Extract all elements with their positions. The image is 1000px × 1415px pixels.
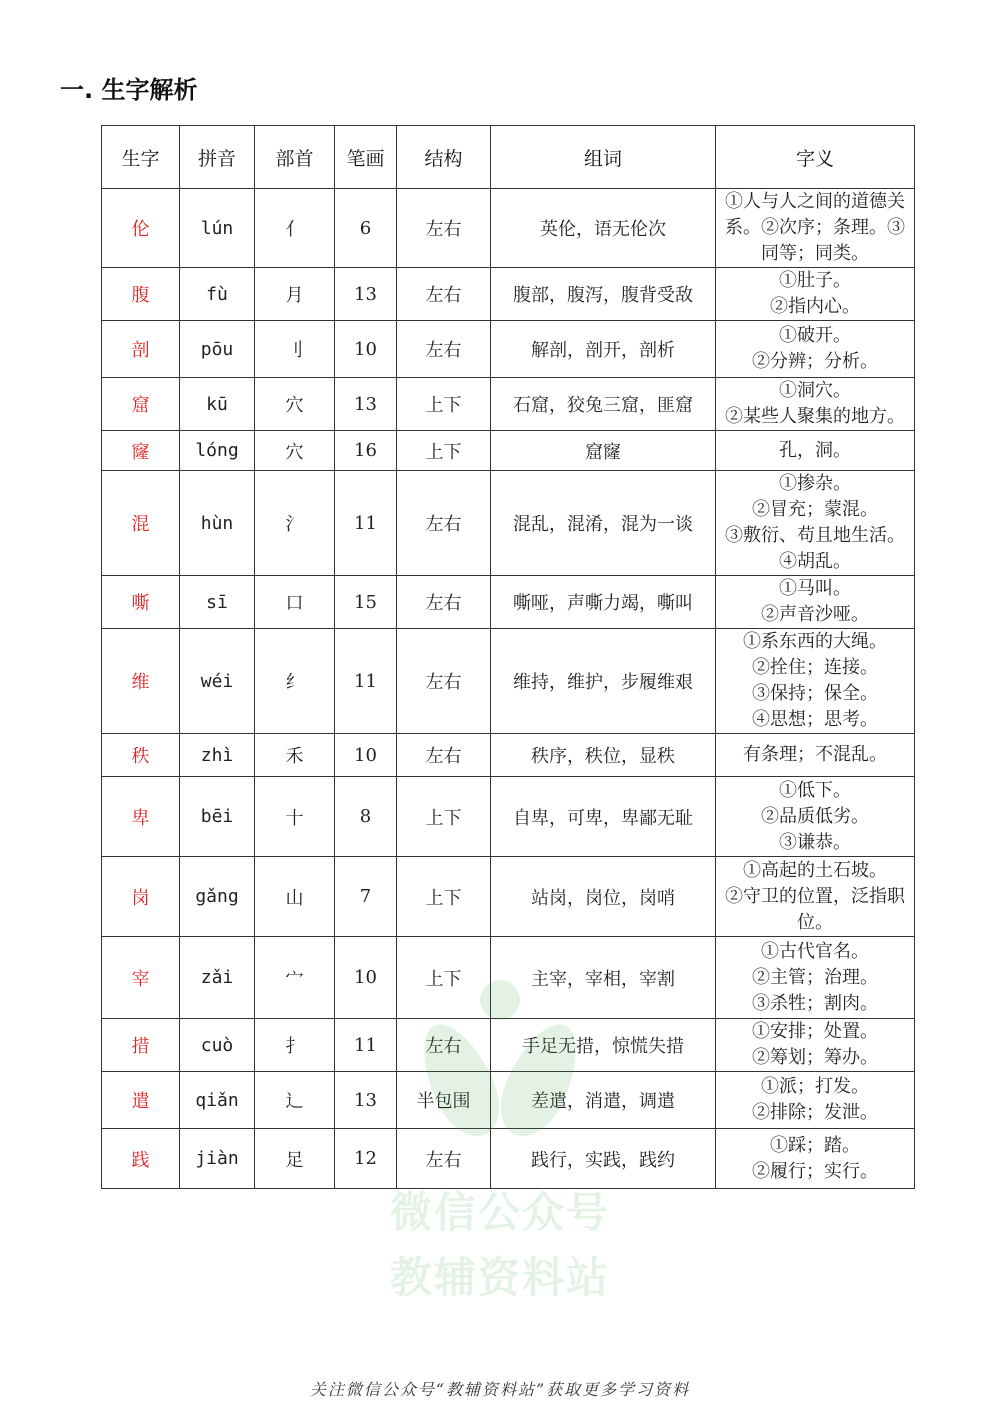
pinyin-cell: gǎng bbox=[180, 857, 255, 937]
strokes-cell: 13 bbox=[335, 1072, 397, 1129]
character-table bbox=[101, 125, 915, 1189]
strokes-cell: 7 bbox=[335, 857, 397, 937]
structure-cell: 半包围 bbox=[397, 1072, 491, 1129]
words-cell: 自卑，可卑，卑鄙无耻 bbox=[491, 777, 716, 857]
pinyin-cell: zǎi bbox=[180, 937, 255, 1019]
meaning-line: ③杀牲；割肉。 bbox=[752, 992, 878, 1014]
structure-cell: 左右 bbox=[397, 321, 491, 378]
meaning-line: 孔，洞。 bbox=[779, 439, 851, 461]
pinyin-cell: fù bbox=[180, 268, 255, 321]
pinyin-cell: jiàn bbox=[180, 1129, 255, 1189]
words-cell: 差遣，消遣，调遣 bbox=[491, 1072, 716, 1129]
meaning-line: ②主管；治理。 bbox=[752, 966, 878, 988]
meaning-line: ②声音沙哑。 bbox=[761, 604, 869, 625]
table-row bbox=[102, 471, 915, 576]
radical-cell: 穴 bbox=[255, 378, 335, 431]
meaning-line: ②冒充；蒙混。 bbox=[752, 499, 878, 520]
meaning-line: ①低下。 bbox=[779, 779, 851, 801]
meaning-line: ②拴住；连接。 bbox=[752, 657, 878, 678]
header-char: 生字 bbox=[102, 126, 180, 189]
char-cell: 遣 bbox=[102, 1072, 180, 1129]
watermark-line1: 微信公众号 bbox=[389, 1188, 610, 1237]
meaning-cell bbox=[716, 321, 915, 378]
structure-cell: 左右 bbox=[397, 629, 491, 734]
meaning-cell bbox=[716, 629, 915, 734]
meaning-line: ③谦恭。 bbox=[779, 831, 851, 853]
char-cell: 嘶 bbox=[102, 576, 180, 629]
char-cell: 措 bbox=[102, 1019, 180, 1072]
meaning-line: ①古代官名。 bbox=[761, 940, 869, 962]
meaning-line: ②履行；实行。 bbox=[752, 1160, 878, 1182]
char-cell: 卑 bbox=[102, 777, 180, 857]
meaning-line: ②分辨；分析。 bbox=[752, 351, 878, 372]
strokes-cell: 12 bbox=[335, 1129, 397, 1189]
radical-cell: 穴 bbox=[255, 431, 335, 471]
table-row bbox=[102, 378, 915, 431]
pinyin-cell: lún bbox=[180, 189, 255, 268]
meaning-cell bbox=[716, 1129, 915, 1189]
page-title: 一. 生字解析 bbox=[60, 76, 198, 104]
meaning-cell bbox=[716, 576, 915, 629]
meaning-cell bbox=[716, 268, 915, 321]
footer-note: 关注微信公众号“教辅资料站”获取更多学习资料 bbox=[309, 1380, 691, 1399]
meaning-line: ①安排；处置。 bbox=[752, 1021, 878, 1042]
pinyin-cell: bēi bbox=[180, 777, 255, 857]
strokes-cell: 11 bbox=[335, 471, 397, 576]
words-cell: 混乱，混淆，混为一谈 bbox=[491, 471, 716, 576]
meaning-line: ②品质低劣。 bbox=[761, 805, 869, 827]
structure-cell: 左右 bbox=[397, 471, 491, 576]
char-cell: 腹 bbox=[102, 268, 180, 321]
meaning-cell bbox=[716, 1019, 915, 1072]
radical-cell: 月 bbox=[255, 268, 335, 321]
meaning-cell bbox=[716, 471, 915, 576]
pinyin-cell: zhì bbox=[180, 734, 255, 777]
pinyin-cell: pōu bbox=[180, 321, 255, 378]
radical-cell: 宀 bbox=[255, 937, 335, 1019]
header-structure: 结构 bbox=[397, 126, 491, 189]
table-row bbox=[102, 576, 915, 629]
meaning-line: ①派；打发。 bbox=[761, 1076, 869, 1097]
meaning-line: ④胡乱。 bbox=[779, 551, 851, 572]
meaning-line: ②筹划；筹办。 bbox=[752, 1047, 878, 1068]
words-cell: 窟窿 bbox=[491, 431, 716, 471]
words-cell: 主宰，宰相，宰割 bbox=[491, 937, 716, 1019]
strokes-cell: 10 bbox=[335, 937, 397, 1019]
structure-cell: 上下 bbox=[397, 378, 491, 431]
meaning-cell bbox=[716, 1072, 915, 1129]
strokes-cell: 11 bbox=[335, 629, 397, 734]
radical-cell: 足 bbox=[255, 1129, 335, 1189]
watermark-line2: 教辅资料站 bbox=[389, 1253, 610, 1302]
pinyin-cell: cuò bbox=[180, 1019, 255, 1072]
meaning-line: ①掺杂。 bbox=[779, 473, 851, 494]
structure-cell: 左右 bbox=[397, 189, 491, 268]
radical-cell: 刂 bbox=[255, 321, 335, 378]
meaning-line: 有条理；不混乱。 bbox=[743, 744, 887, 765]
pinyin-cell: kū bbox=[180, 378, 255, 431]
header-radical: 部首 bbox=[255, 126, 335, 189]
table-row bbox=[102, 857, 915, 937]
words-cell: 腹部，腹泻，腹背受敌 bbox=[491, 268, 716, 321]
meaning-line: ④思想；思考。 bbox=[752, 709, 878, 730]
words-cell: 践行，实践，践约 bbox=[491, 1129, 716, 1189]
char-cell: 混 bbox=[102, 471, 180, 576]
strokes-cell: 13 bbox=[335, 268, 397, 321]
strokes-cell: 13 bbox=[335, 378, 397, 431]
meaning-cell bbox=[716, 431, 915, 471]
char-cell: 践 bbox=[102, 1129, 180, 1189]
radical-cell: 纟 bbox=[255, 629, 335, 734]
table-row bbox=[102, 1072, 915, 1129]
meaning-cell bbox=[716, 734, 915, 777]
meaning-line: ②指内心。 bbox=[770, 296, 860, 317]
radical-cell: 口 bbox=[255, 576, 335, 629]
structure-cell: 左右 bbox=[397, 1129, 491, 1189]
radical-cell: 辶 bbox=[255, 1072, 335, 1129]
pinyin-cell: sī bbox=[180, 576, 255, 629]
table-header-row bbox=[102, 126, 915, 189]
radical-cell: 氵 bbox=[255, 471, 335, 576]
words-cell: 石窟，狡兔三窟，匪窟 bbox=[491, 378, 716, 431]
header-meaning: 字义 bbox=[716, 126, 915, 189]
words-cell: 站岗，岗位，岗哨 bbox=[491, 857, 716, 937]
table-row bbox=[102, 321, 915, 378]
meaning-cell bbox=[716, 189, 915, 268]
meaning-line: ①洞穴。 bbox=[779, 380, 851, 401]
meaning-line: ③保持；保全。 bbox=[752, 683, 878, 704]
structure-cell: 上下 bbox=[397, 857, 491, 937]
meaning-line: ①系东西的大绳。 bbox=[743, 631, 887, 652]
words-cell: 秩序，秩位，显秩 bbox=[491, 734, 716, 777]
header-words: 组词 bbox=[491, 126, 716, 189]
meaning-line: ②排除；发泄。 bbox=[752, 1102, 878, 1123]
radical-cell: 禾 bbox=[255, 734, 335, 777]
structure-cell: 左右 bbox=[397, 734, 491, 777]
meaning-line: ①破开。 bbox=[779, 325, 851, 346]
structure-cell: 左右 bbox=[397, 576, 491, 629]
char-cell: 岗 bbox=[102, 857, 180, 937]
table-row bbox=[102, 189, 915, 268]
table-row bbox=[102, 1129, 915, 1189]
table-row bbox=[102, 431, 915, 471]
table-row bbox=[102, 734, 915, 777]
table-row bbox=[102, 777, 915, 857]
strokes-cell: 15 bbox=[335, 576, 397, 629]
meaning-cell bbox=[716, 777, 915, 857]
meaning-line: ②守卫的位置，泛指职位。 bbox=[725, 885, 905, 933]
char-cell: 剖 bbox=[102, 321, 180, 378]
radical-cell: 亻 bbox=[255, 189, 335, 268]
meaning-cell bbox=[716, 378, 915, 431]
pinyin-cell: wéi bbox=[180, 629, 255, 734]
meaning-line: ①人与人之间的道德关系。②次序；条理。③同等；同类。 bbox=[725, 191, 905, 264]
structure-cell: 上下 bbox=[397, 431, 491, 471]
meaning-cell bbox=[716, 937, 915, 1019]
strokes-cell: 8 bbox=[335, 777, 397, 857]
words-cell: 解剖，剖开，剖析 bbox=[491, 321, 716, 378]
header-pinyin: 拼音 bbox=[180, 126, 255, 189]
strokes-cell: 16 bbox=[335, 431, 397, 471]
pinyin-cell: hùn bbox=[180, 471, 255, 576]
strokes-cell: 10 bbox=[335, 734, 397, 777]
pinyin-cell: qiǎn bbox=[180, 1072, 255, 1129]
meaning-line: ①马叫。 bbox=[779, 578, 851, 599]
meaning-cell bbox=[716, 857, 915, 937]
meaning-line: ①踩；踏。 bbox=[770, 1134, 860, 1156]
table-row bbox=[102, 268, 915, 321]
meaning-line: ②某些人聚集的地方。 bbox=[725, 406, 905, 427]
header-strokes: 笔画 bbox=[335, 126, 397, 189]
meaning-line: ①高起的土石坡。 bbox=[743, 859, 887, 881]
char-cell: 窟 bbox=[102, 378, 180, 431]
char-cell: 宰 bbox=[102, 937, 180, 1019]
strokes-cell: 11 bbox=[335, 1019, 397, 1072]
char-cell: 维 bbox=[102, 629, 180, 734]
structure-cell: 上下 bbox=[397, 937, 491, 1019]
pinyin-cell: lóng bbox=[180, 431, 255, 471]
radical-cell: 山 bbox=[255, 857, 335, 937]
strokes-cell: 10 bbox=[335, 321, 397, 378]
char-cell: 秩 bbox=[102, 734, 180, 777]
char-cell: 伦 bbox=[102, 189, 180, 268]
table-row bbox=[102, 629, 915, 734]
structure-cell: 左右 bbox=[397, 1019, 491, 1072]
table-row bbox=[102, 1019, 915, 1072]
radical-cell: 十 bbox=[255, 777, 335, 857]
structure-cell: 左右 bbox=[397, 268, 491, 321]
words-cell: 维持，维护，步履维艰 bbox=[491, 629, 716, 734]
char-cell: 窿 bbox=[102, 431, 180, 471]
words-cell: 嘶哑，声嘶力竭，嘶叫 bbox=[491, 576, 716, 629]
meaning-line: ①肚子。 bbox=[779, 270, 851, 291]
table-row bbox=[102, 937, 915, 1019]
words-cell: 手足无措，惊慌失措 bbox=[491, 1019, 716, 1072]
radical-cell: 扌 bbox=[255, 1019, 335, 1072]
meaning-line: ③敷衍、苟且地生活。 bbox=[725, 525, 905, 546]
structure-cell: 上下 bbox=[397, 777, 491, 857]
words-cell: 英伦，语无伦次 bbox=[491, 189, 716, 268]
strokes-cell: 6 bbox=[335, 189, 397, 268]
